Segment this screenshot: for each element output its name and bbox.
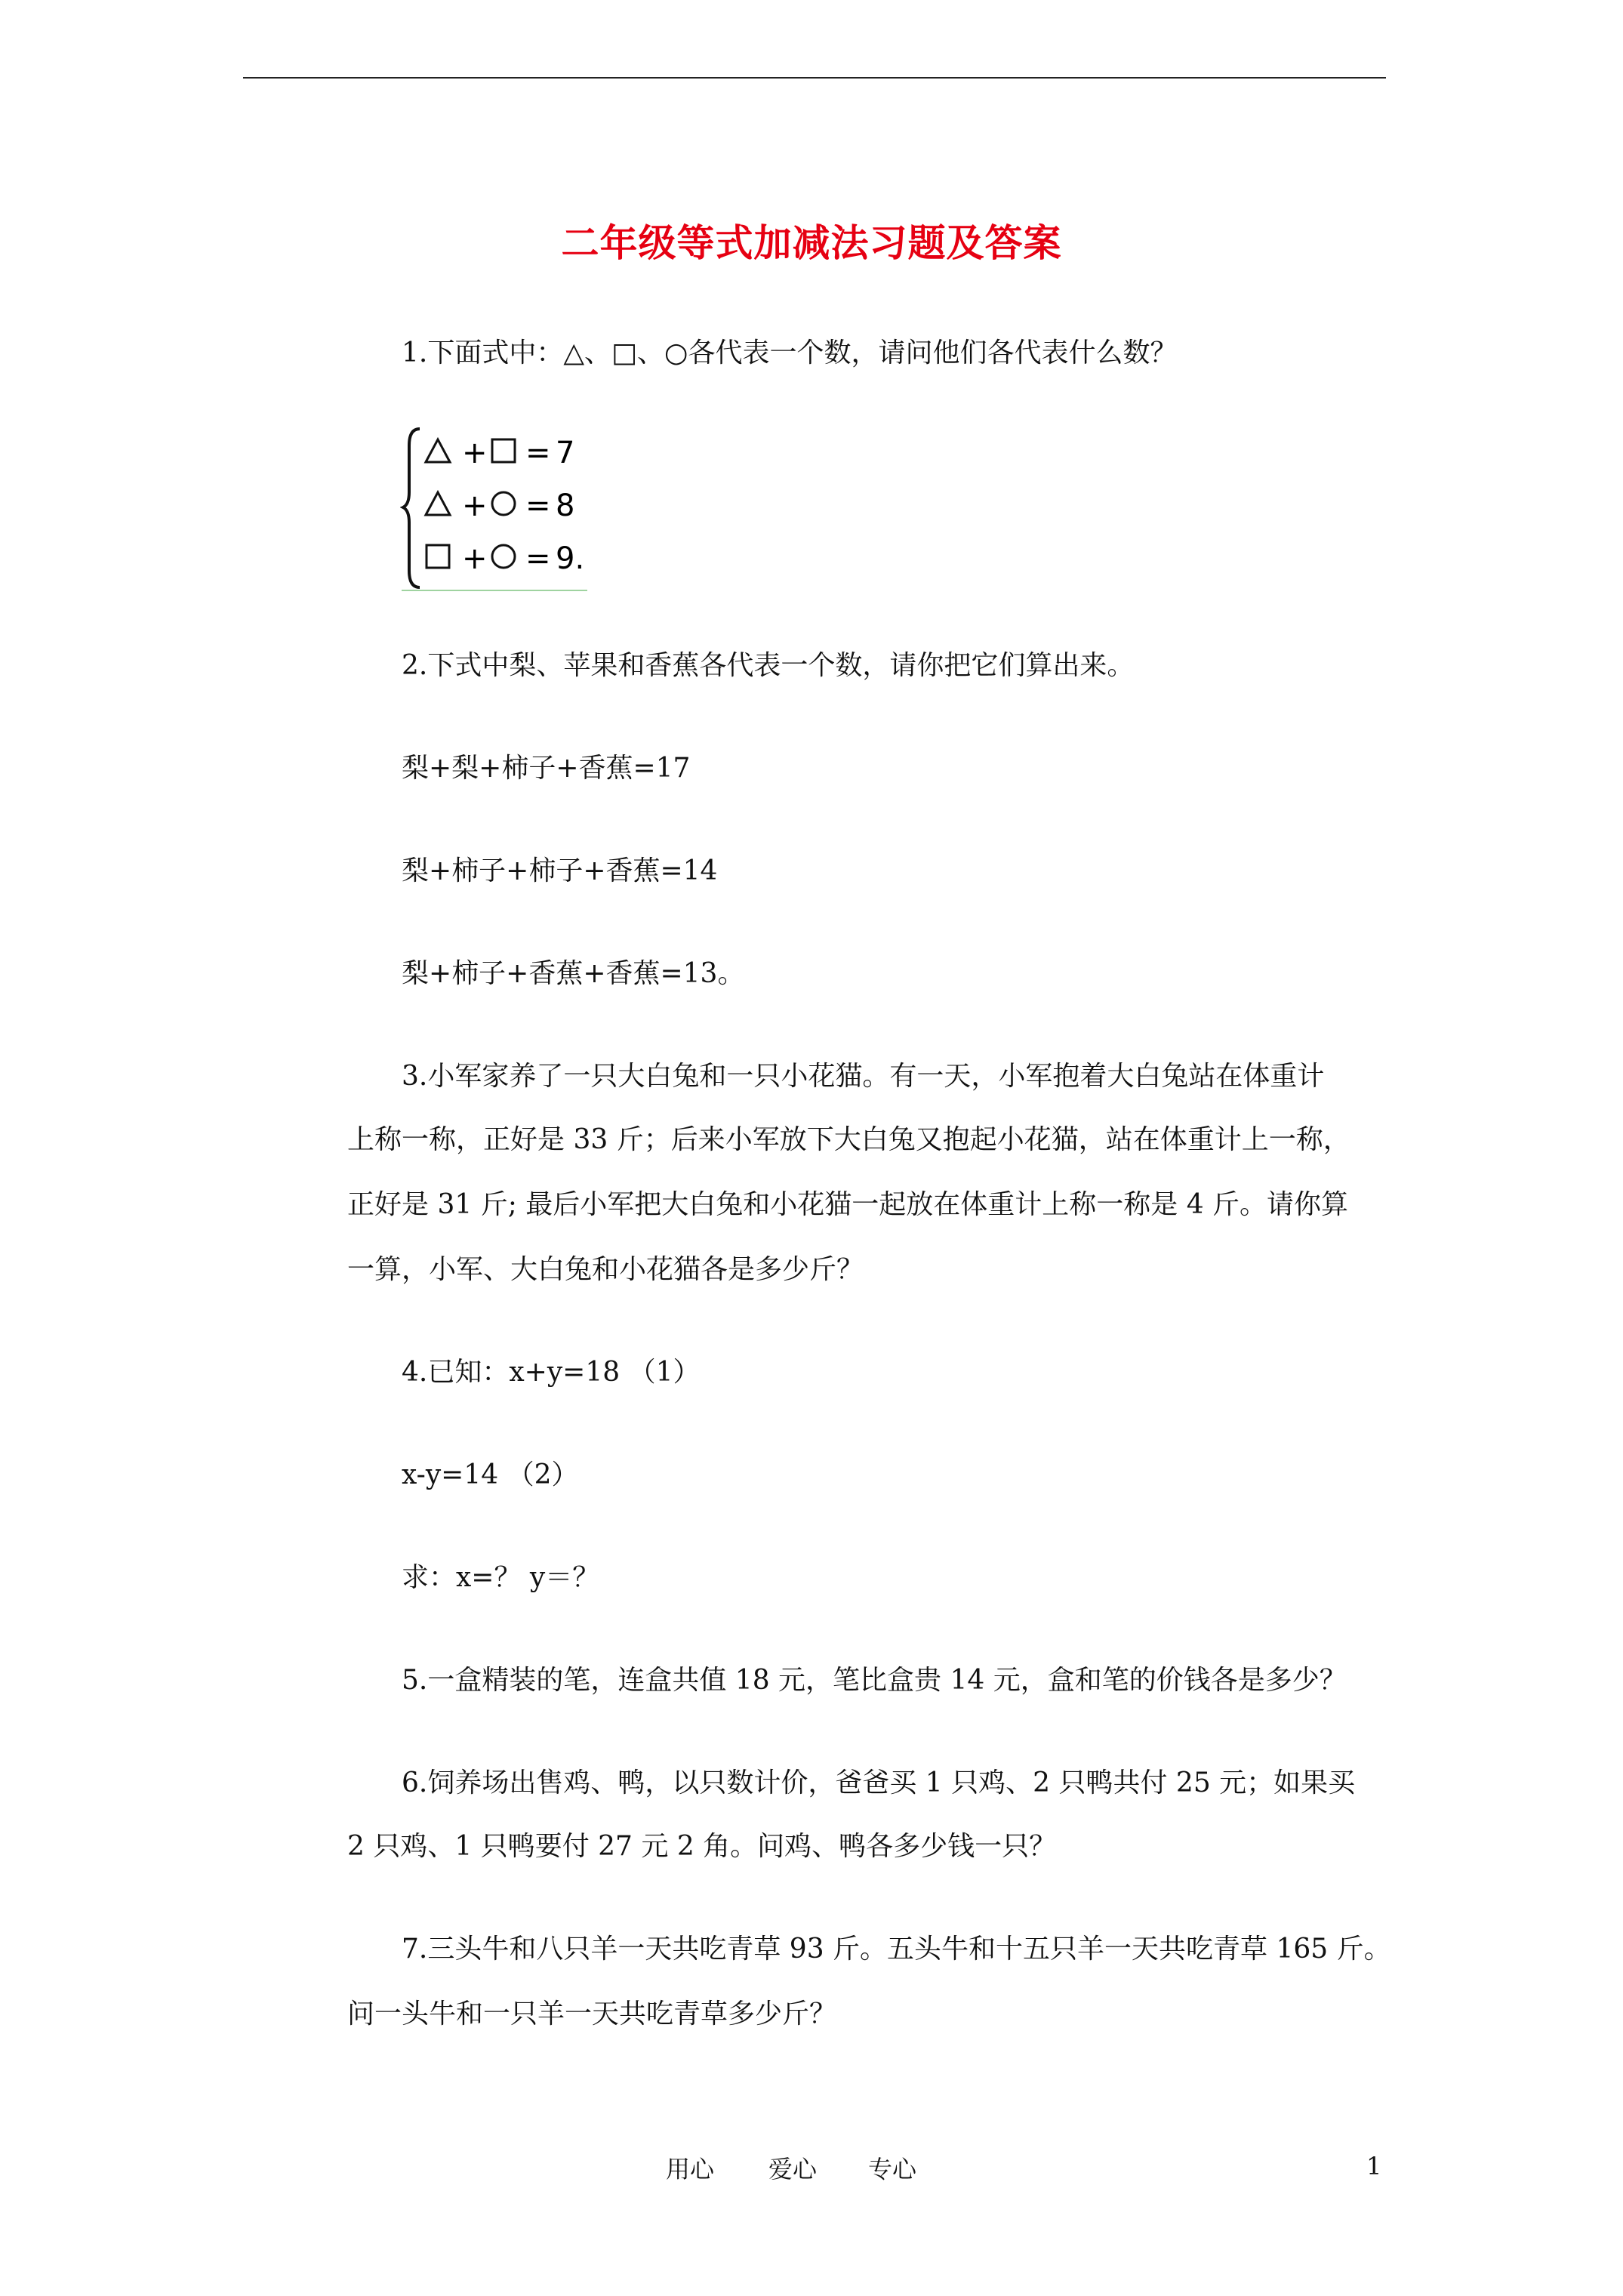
plus-sign: +	[462, 488, 488, 523]
circle-icon	[492, 492, 515, 515]
result-value: 8	[556, 488, 575, 523]
equals-sign: =	[525, 541, 551, 576]
equation-line: 梨+柿子+香蕉+香蕉=13。	[402, 958, 745, 989]
question-3-line: 上称一称，正好是 33 斤；后来小军放下大白兔又抱起小花猫，站在体重计上一称，	[347, 1124, 1350, 1155]
result-value: 9.	[556, 541, 585, 576]
document-title: 二年级等式加减法习题及答案	[561, 220, 1062, 265]
question-5: 5.一盒精装的笔，连盒共值 18 元，笔比盒贵 14 元，盒和笔的价钱各是多少？	[402, 1665, 1347, 1696]
triangle-icon	[426, 492, 450, 515]
triangle-icon	[426, 439, 450, 462]
equals-sign: =	[525, 436, 551, 470]
plus-sign: +	[462, 541, 488, 576]
footer-text-left: 用心	[666, 2155, 715, 2184]
result-value: 7	[556, 436, 575, 470]
circle-icon	[492, 545, 515, 568]
question-3-line: 正好是 31 斤; 最后小军把大白兔和小花猫一起放在体重计上称一称是 4 斤。请你算	[347, 1189, 1349, 1220]
square-icon	[492, 439, 515, 462]
question-7-line: 7.三头牛和八只羊一天共吃青草 93 斤。五头牛和十五只羊一天共吃青草 165 斤。	[402, 1934, 1391, 1965]
question-7-line: 问一头牛和一只羊一天共吃青草多少斤？	[347, 1999, 837, 2029]
question-6-line: 6.饲养场出售鸡、鸭，以只数计价，爸爸买 1 只鸡、2 只鸭共付 25 元；如果买	[402, 1767, 1356, 1798]
question-4-line: 4.已知：x+y=18 （1）	[402, 1357, 701, 1388]
question-4-line: x-y=14 （2）	[402, 1459, 579, 1490]
question-2: 2.下式中梨、苹果和香蕉各代表一个数，请你把它们算出来。	[402, 650, 1135, 681]
question-6-line: 2 只鸡、1 只鸭要付 27 元 2 角。问鸡、鸭各多少钱一只？	[347, 1831, 1057, 1862]
equation-system-figure	[400, 423, 589, 593]
question-4-line: 求：x=？ y＝？	[402, 1562, 600, 1593]
question-1: 1.下面式中：△、□、○各代表一个数，请问他们各代表什么数？	[402, 337, 1178, 368]
question-3-line: 3.小军家养了一只大白兔和一只小花猫。有一天，小军抱着大白兔站在体重计	[402, 1061, 1325, 1092]
left-brace	[403, 429, 420, 587]
plus-sign: +	[462, 436, 488, 470]
equals-sign: =	[525, 488, 551, 523]
footer-text-right: 专心	[868, 2155, 917, 2184]
header-rule	[243, 77, 1386, 79]
equation-line: 梨+柿子+柿子+香蕉=14	[402, 855, 718, 886]
square-icon	[427, 545, 449, 568]
equation-line: 梨+梨+柿子+香蕉=17	[402, 753, 691, 784]
footer-text-middle: 爱心	[768, 2155, 818, 2184]
question-3-line: 一算，小军、大白兔和小花猫各是多少斤？	[347, 1254, 864, 1285]
page-number: 1	[1366, 2152, 1382, 2180]
